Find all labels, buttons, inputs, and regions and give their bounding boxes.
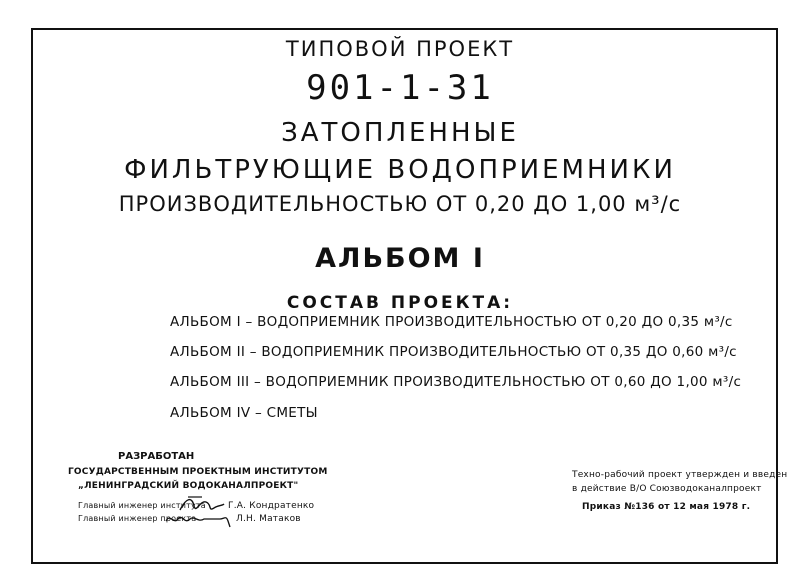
project-engineer-name: Л.Н. Матаков (236, 514, 301, 524)
contents-heading: СОСТАВ ПРОЕКТА: (286, 293, 514, 313)
album-list-item: АЛЬБОМ II – ВОДОПРИЕМНИК ПРОИЗВОДИТЕЛЬНОСТЬЮ ОТ 0,35 ДО 0,60 м³/с (170, 344, 737, 360)
album-list-item: АЛЬБОМ III – ВОДОПРИЕМНИК ПРОИЗВОДИТЕЛЬНОСТЬЮ ОТ 0,60 ДО 1,00 м³/с (170, 374, 742, 390)
title-line-2: ФИЛЬТРУЮЩИЕ ВОДОПРИЕМНИКИ (124, 155, 676, 185)
title-line-3: ПРОИЗВОДИТЕЛЬНОСТЬЮ ОТ 0,20 ДО 1,00 м³/с (118, 192, 682, 216)
title-line-1: ЗАТОПЛЕННЫЕ (281, 118, 519, 148)
album-heading: АЛЬБОМ I (315, 243, 485, 274)
album-list-item: АЛЬБОМ I – ВОДОПРИЕМНИК ПРОИЗВОДИТЕЛЬНОСТЬЮ ОТ 0,20 ДО 0,35 м³/с (170, 314, 733, 330)
chief-engineer-role: Главный инженер института (78, 501, 206, 510)
developer-heading: РАЗРАБОТАН (118, 451, 195, 462)
approval-line-1: Техно-рабочий проект утвержден и введен (572, 470, 788, 480)
developer-institute-name: „ЛЕНИНГРАДСКИЙ ВОДОКАНАЛПРОЕКТ" (78, 481, 299, 491)
project-type-heading: ТИПОВОЙ ПРОЕКТ (285, 37, 515, 61)
project-engineer-role: Главный инженер проекта (78, 514, 197, 523)
approval-order: Приказ №136 от 12 мая 1978 г. (582, 502, 751, 512)
developer-institute-line: ГОСУДАРСТВЕННЫМ ПРОЕКТНЫМ ИНСТИТУТОМ (68, 467, 328, 477)
album-list-item: АЛЬБОМ IV – СМЕТЫ (170, 405, 318, 421)
project-number: 901-1-31 (306, 68, 494, 108)
approval-line-2: в действие В/О Союзводоканалпроект (572, 484, 762, 494)
chief-engineer-name: Г.А. Кондратенко (228, 501, 315, 511)
project-engineer-signature (164, 509, 236, 529)
